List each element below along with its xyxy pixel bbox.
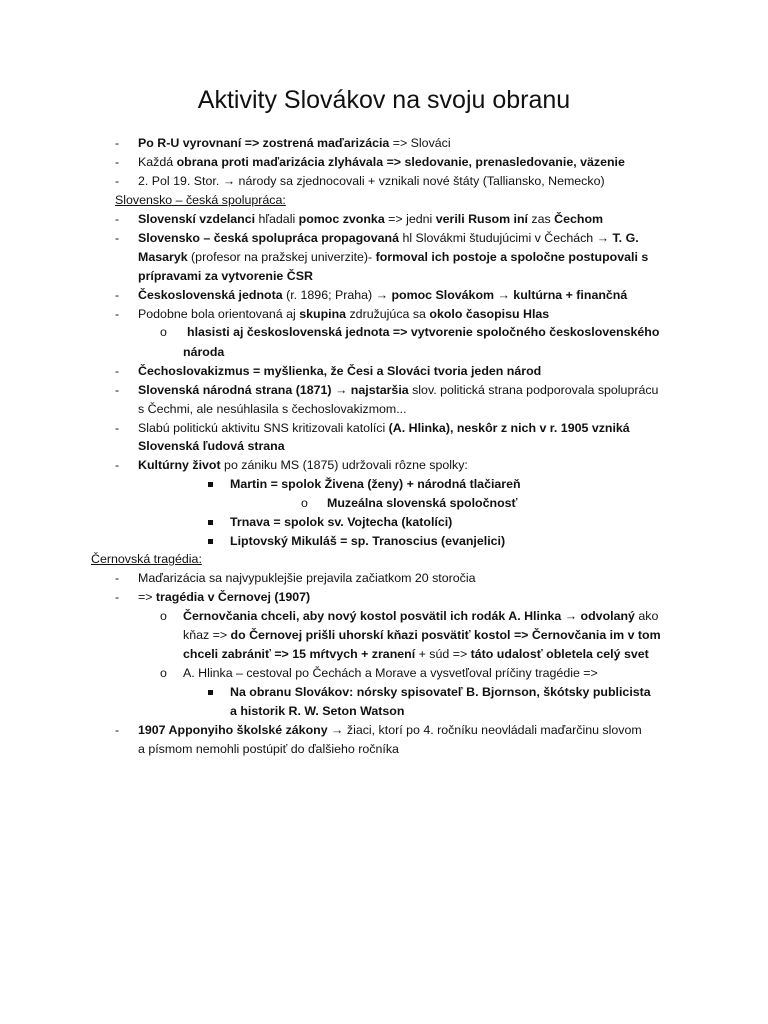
text-run: hl Slovákmi študujúcimi v Čechách → bbox=[399, 231, 613, 245]
bullet-text bbox=[183, 626, 661, 645]
dash-bullet: - bbox=[115, 458, 120, 472]
text-run: Podobne bola orientovaná aj bbox=[138, 307, 300, 321]
text-run: Na obranu Slovákov: nórsky spisovateľ B. Bjornson, škótsky publicista bbox=[230, 685, 651, 699]
bullet-text bbox=[138, 210, 603, 229]
bullet-text bbox=[230, 702, 404, 721]
text-run: → bbox=[331, 383, 351, 397]
bullet-text bbox=[230, 683, 651, 702]
text-run: => Slováci bbox=[389, 136, 451, 150]
text-run: 2. Pol 19. Stor. → národy sa zjednocovali + vznikali nové štáty (Talliansko, Nemecko) bbox=[138, 174, 605, 188]
section-heading bbox=[115, 191, 286, 210]
text-run: (A. Hlinka), neskôr z nich v r. 1905 vzniká bbox=[388, 421, 630, 435]
bullet-text bbox=[138, 362, 541, 381]
square-bullet bbox=[208, 539, 213, 544]
text-run: slov. politická strana podporovala spoluprácu bbox=[408, 383, 659, 397]
dash-bullet: - bbox=[115, 590, 120, 604]
text-run: Slabú politickú aktivitu SNS kritizovali katolíci bbox=[138, 421, 389, 435]
bullet-text bbox=[183, 607, 658, 626]
bullet-text bbox=[187, 323, 659, 342]
dash-bullet: - bbox=[115, 231, 120, 245]
text-run: Slovensko – česká spolupráca propagovaná bbox=[138, 231, 399, 245]
text-run: → žiaci, ktorí po 4. ročníku neovládali maďarčinu slovom bbox=[327, 723, 642, 737]
bullet-text bbox=[138, 286, 627, 305]
text-run: hlasisti aj československá jednota => vytvorenie spoločného československého bbox=[187, 325, 660, 339]
text-run: Čechom bbox=[554, 212, 604, 226]
text-run: chceli zabrániť => 15 mŕtvych + zranení bbox=[183, 647, 416, 661]
text-run: (r. 1896; Praha) → bbox=[282, 288, 392, 302]
text-run: a historik R. W. Seton Watson bbox=[230, 704, 405, 718]
bullet-text bbox=[183, 664, 598, 683]
text-run: pomoc Slovákom → kultúrna + finančná bbox=[391, 288, 628, 302]
bullet-text bbox=[138, 569, 476, 588]
text-run: Slovensko – česká spolupráca: bbox=[115, 193, 286, 207]
bullet-text bbox=[230, 513, 452, 532]
text-run: združujúca sa bbox=[346, 307, 430, 321]
bullet-text bbox=[138, 229, 639, 248]
text-run: obrana proti maďarizácia zlyhávala => sledovanie, prenasledovanie, väzenie bbox=[176, 155, 625, 169]
text-run: formoval ich postoje a spoločne postupovali s bbox=[375, 250, 649, 264]
square-bullet bbox=[208, 482, 213, 487]
text-run: ako bbox=[634, 609, 659, 623]
text-run: skupina bbox=[299, 307, 347, 321]
text-run: okolo časopisu Hlas bbox=[429, 307, 550, 321]
text-run: 1907 Apponyiho školské zákony bbox=[138, 723, 328, 737]
bullet-text bbox=[327, 494, 517, 513]
text-run: verili Rusom iní bbox=[435, 212, 528, 226]
bullet-text bbox=[138, 248, 648, 267]
circle-bullet: o bbox=[160, 666, 167, 680]
section-heading bbox=[91, 550, 202, 569]
bullet-text bbox=[138, 740, 399, 759]
text-run: Maďarizácia sa najvypuklejšie prejavila začiatkom 20 storočia bbox=[138, 571, 476, 585]
dash-bullet: - bbox=[115, 421, 120, 435]
bullet-text bbox=[138, 456, 468, 475]
text-run: Muzeálna slovenská spoločnosť bbox=[327, 496, 518, 510]
bullet-text bbox=[138, 267, 313, 286]
bullet-text bbox=[183, 343, 224, 362]
text-run: po zániku MS (1875) udržovali rôzne spolky: bbox=[220, 458, 468, 472]
text-run: Po R-U vyrovnaní => zostrená maďarizácia bbox=[138, 136, 390, 150]
text-run: tragédia v Černovej (1907) bbox=[155, 590, 311, 604]
text-run: s Čechmi, ale nesúhlasila s čechoslovakizmom... bbox=[138, 402, 407, 416]
dash-bullet: - bbox=[115, 212, 120, 226]
dash-bullet: - bbox=[115, 288, 120, 302]
text-run: Slovenskí vzdelanci bbox=[138, 212, 256, 226]
text-run: Liptovský Mikuláš = sp. Tranoscius (evanjelici) bbox=[230, 534, 506, 548]
text-run: kňaz => bbox=[183, 628, 231, 642]
text-run: najstaršia bbox=[350, 383, 409, 397]
square-bullet bbox=[208, 520, 213, 525]
bullet-text bbox=[138, 437, 285, 456]
bullet-text bbox=[138, 588, 310, 607]
circle-bullet: o bbox=[160, 609, 167, 623]
text-run: táto udalosť obletela celý svet bbox=[470, 647, 649, 661]
text-run: pomoc zvonka bbox=[298, 212, 385, 226]
text-run: Trnava = spolok sv. Vojtecha (katolíci) bbox=[230, 515, 453, 529]
text-run: => bbox=[138, 590, 156, 604]
text-run: Slovenská ľudová strana bbox=[138, 439, 285, 453]
text-run: zas bbox=[527, 212, 555, 226]
text-run: prípravami za vytvorenie ČSR bbox=[138, 269, 313, 283]
text-run: A. Hlinka – cestoval po Čechách a Morave a vysvetľoval príčiny tragédie => bbox=[183, 666, 598, 680]
dash-bullet: - bbox=[115, 571, 120, 585]
circle-bullet: o bbox=[160, 325, 167, 339]
page-title: Aktivity Slovákov na svoju obranu bbox=[197, 86, 571, 114]
circle-bullet: o bbox=[301, 496, 308, 510]
text-run: a písmom nemohli postúpiť do ďalšieho ročníka bbox=[138, 742, 399, 756]
dash-bullet: - bbox=[115, 364, 120, 378]
dash-bullet: - bbox=[115, 307, 120, 321]
text-run: Masaryk bbox=[138, 250, 188, 264]
bullet-text bbox=[138, 400, 407, 419]
bullet-text bbox=[138, 721, 642, 740]
bullet-text bbox=[138, 172, 605, 191]
text-run: hľadali bbox=[255, 212, 299, 226]
bullet-text bbox=[230, 532, 505, 551]
text-run: T. G. bbox=[612, 231, 639, 245]
text-run: Černovčania chceli, aby nový kostol posvätil ich rodák A. Hlinka → odvolaný bbox=[183, 609, 635, 623]
text-run: Československá jednota bbox=[138, 288, 283, 302]
dash-bullet: - bbox=[115, 383, 120, 397]
bullet-text bbox=[183, 645, 649, 664]
text-run: Martin = spolok Živena (ženy) + národná tlačiareň bbox=[230, 477, 521, 491]
square-bullet bbox=[208, 690, 213, 695]
bullet-text bbox=[138, 134, 451, 153]
text-run: + súd => bbox=[415, 647, 471, 661]
text-run: Slovenská národná strana (1871) bbox=[138, 383, 332, 397]
text-run: (profesor na pražskej univerzite)- bbox=[187, 250, 376, 264]
text-run: Kultúrny život bbox=[138, 458, 221, 472]
bullet-text bbox=[138, 153, 625, 172]
bullet-text bbox=[230, 475, 521, 494]
dash-bullet: - bbox=[115, 723, 120, 737]
text-run: do Černovej prišli uhorskí kňazi posvätiť kostol => Černovčania im v tom bbox=[230, 628, 661, 642]
text-run: Černovská tragédia: bbox=[91, 552, 202, 566]
text-run: Každá bbox=[138, 155, 177, 169]
text-run: národa bbox=[183, 345, 225, 359]
dash-bullet: - bbox=[115, 136, 120, 150]
dash-bullet: - bbox=[115, 174, 120, 188]
text-run: Čechoslovakizmus = myšlienka, že Česi a Slováci tvoria jeden národ bbox=[138, 364, 542, 378]
bullet-text bbox=[138, 381, 658, 400]
dash-bullet: - bbox=[115, 155, 120, 169]
bullet-text bbox=[138, 419, 630, 438]
bullet-text bbox=[138, 305, 549, 324]
text-run: => jedni bbox=[384, 212, 436, 226]
